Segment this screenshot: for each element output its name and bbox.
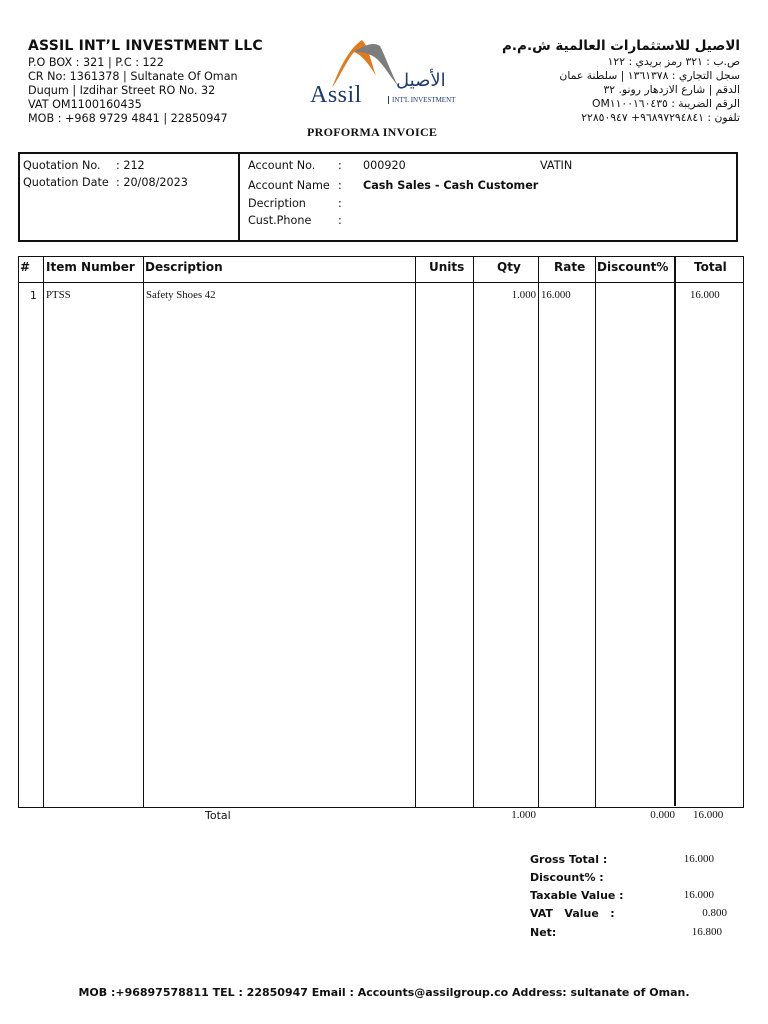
- table-column-divider: [473, 256, 474, 808]
- column-header-discount: Discount%: [597, 260, 669, 274]
- discount-label: Discount% :: [530, 871, 604, 884]
- company-name: ASSIL INT’L INVESTMENT LLC: [28, 38, 263, 54]
- net-value: 16.800: [691, 926, 722, 938]
- info-box-divider: [238, 152, 240, 242]
- account-number-colon: :: [338, 159, 342, 172]
- company-address-arabic-line: سجل التجاري : ١٣٦١٣٧٨ | سلطنة عمان: [559, 69, 740, 82]
- company-address-line: Duqum | Izdihar Street RO No. 32: [28, 84, 216, 97]
- table-column-divider: [415, 256, 416, 808]
- row-qty: 1.000: [511, 289, 536, 301]
- account-name-value: Cash Sales - Cash Customer: [363, 179, 539, 192]
- footer-contact: MOB :+96897578811 TEL : 22850947 Email : Accounts@assilgroup.co Address: sultanate of Oman.: [78, 986, 690, 999]
- logo-text: Assil: [310, 82, 362, 108]
- table-column-divider: [538, 256, 539, 808]
- company-mobile-line: MOB : +968 9729 4841 | 22850947: [28, 112, 228, 125]
- customer-phone-label: Cust.Phone: [248, 214, 312, 227]
- column-header-total: Total: [694, 260, 727, 274]
- gross-total-value: 16.000: [683, 853, 714, 865]
- column-header-qty: Qty: [497, 260, 521, 274]
- description-label: Decription: [248, 197, 306, 210]
- column-header-units: Units: [429, 260, 465, 274]
- table-column-divider: [43, 256, 44, 808]
- column-header-item-number: Item Number: [46, 260, 135, 274]
- company-phone-arabic-line: تلفون : ٩٦٨٩٧٢٩٤٨٤١+ ٢٢٨٥٠٩٤٧: [581, 111, 740, 124]
- company-address-arabic-line: ص.ب : ٣٢١ رمز بريدي : ١٢٢: [607, 55, 740, 68]
- table-total-label: Total: [205, 809, 231, 822]
- row-description: Safety Shoes 42: [146, 289, 216, 301]
- table-header-separator: [18, 282, 744, 283]
- description-colon: :: [338, 197, 342, 210]
- row-rate: 16.000: [541, 289, 571, 301]
- company-vat-line: VAT OM1100160435: [28, 98, 142, 111]
- quotation-number-label: Quotation No.: [23, 159, 101, 172]
- customer-phone-colon: :: [338, 214, 342, 227]
- company-address-line: P.O BOX : 321 | P.C : 122: [28, 56, 164, 69]
- table-total-qty: 1.000: [511, 809, 536, 821]
- quotation-date-label: Quotation Date: [23, 176, 109, 189]
- taxable-value-label: Taxable Value :: [530, 889, 624, 902]
- account-name-label: Account Name: [248, 179, 330, 192]
- invoice-title: PROFORMA INVOICE: [307, 125, 438, 139]
- company-logo: [310, 36, 470, 116]
- logo-subtext: INT'L INVESTMENT: [388, 96, 455, 104]
- company-name-arabic: الاصيل للاستثمارات العالمية ش.م.م: [502, 38, 740, 54]
- column-header-rate: Rate: [554, 260, 586, 274]
- column-header-description: Description: [145, 260, 223, 274]
- quotation-number-value: : 212: [116, 159, 145, 172]
- row-item-number: PTSS: [46, 289, 71, 301]
- vat-value-label: VAT Value :: [530, 907, 615, 920]
- quotation-date-value: : 20/08/2023: [116, 176, 188, 189]
- table-column-divider: [143, 256, 144, 808]
- vatin-label: VATIN: [540, 159, 573, 172]
- table-column-divider: [595, 256, 596, 808]
- items-table: [18, 256, 744, 808]
- table-total-amount: 16.000: [693, 809, 724, 821]
- vat-value: 0.800: [702, 907, 727, 919]
- row-total: 16.000: [690, 289, 720, 301]
- company-address-arabic-line: الدقم | شارع الازدهار رونو. ٣٢: [603, 83, 740, 96]
- column-header-number: #: [20, 260, 31, 274]
- account-number-value: 000920: [363, 159, 406, 172]
- logo-text-arabic: الأصيل: [396, 70, 446, 91]
- account-number-label: Account No.: [248, 159, 316, 172]
- gross-total-label: Gross Total :: [530, 853, 608, 866]
- account-name-colon: :: [338, 179, 342, 192]
- row-number: 1: [30, 289, 37, 302]
- net-label: Net:: [530, 926, 557, 939]
- company-address-line: CR No: 1361378 | Sultanate Of Oman: [28, 70, 238, 83]
- taxable-value: 16.000: [683, 889, 714, 901]
- table-column-divider: [675, 256, 676, 806]
- table-total-discount: 0.000: [650, 809, 675, 821]
- company-vat-arabic-line: الرقم الضريبة : OM١١٠٠١٦٠٤٣٥: [591, 97, 740, 110]
